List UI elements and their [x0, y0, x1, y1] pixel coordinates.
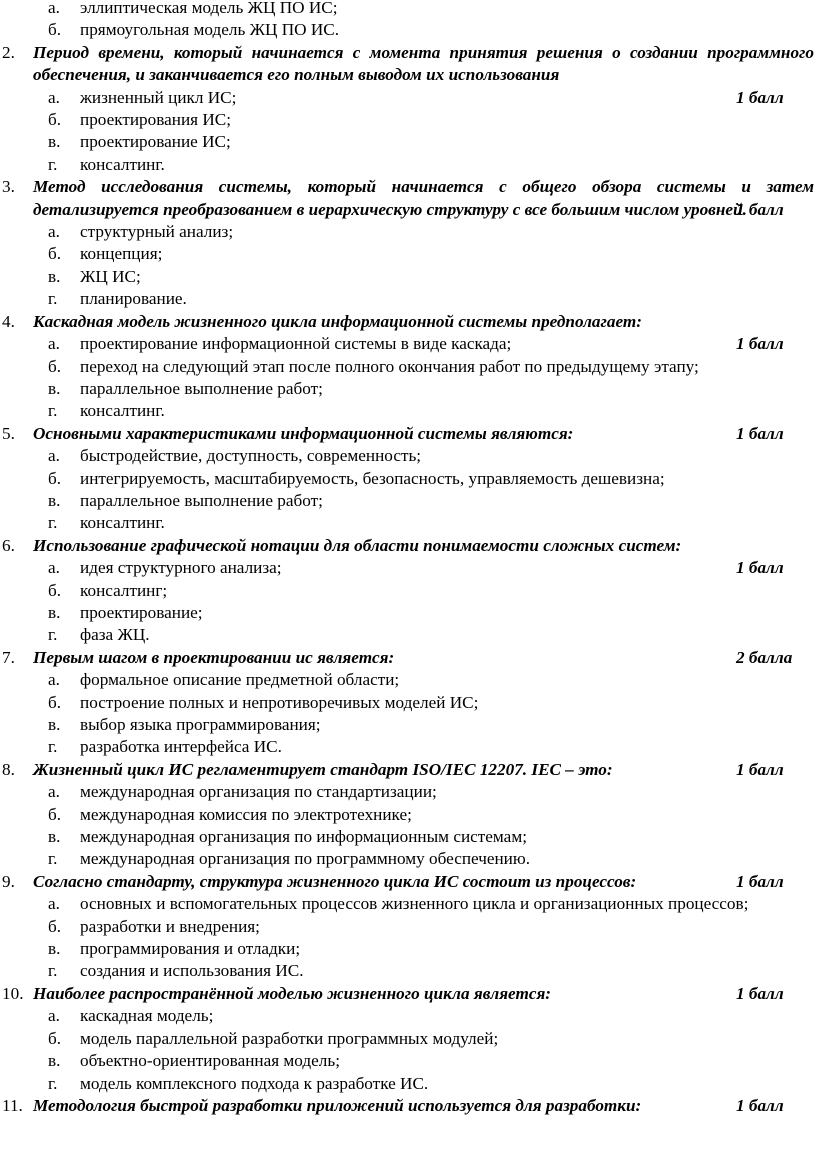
option-text: объектно-ориентированная модель;: [80, 1051, 340, 1071]
question-text: Первым шагом в проектировании ис является:: [33, 647, 395, 667]
question-block: [0, 311, 816, 423]
answer-option: [0, 221, 816, 243]
option-text: прямоугольная модель ЖЦ ПО ИС.: [80, 20, 340, 40]
answer-option: [0, 288, 816, 310]
answer-option: [0, 333, 816, 355]
answer-option: [0, 781, 816, 803]
answer-option: [0, 1028, 816, 1050]
question-number: 10.: [2, 983, 24, 1003]
answer-option: [0, 356, 816, 378]
option-letter: г.: [48, 625, 58, 645]
option-text: структурный анализ;: [80, 222, 234, 242]
answer-option: [0, 1050, 816, 1072]
question-number: 4.: [2, 311, 15, 331]
answer-option: [0, 669, 816, 691]
option-text: международная организация по стандартизации;: [80, 782, 437, 802]
option-letter: а.: [48, 670, 60, 690]
answer-option: [0, 826, 816, 848]
question-header: [0, 1095, 816, 1117]
question-text: Период времени, который начинается с момента принятия решения о создании программного обеспечения, и заканчивается его полным выводом их использования: [33, 42, 814, 85]
option-letter: в.: [48, 1051, 61, 1071]
option-letter: а.: [48, 558, 60, 578]
answer-option: [0, 557, 816, 579]
option-letter: г.: [48, 289, 58, 309]
question-number: 8.: [2, 759, 15, 779]
answer-option: [0, 109, 816, 131]
option-text: построение полных и непротиворечивых моделей ИС;: [80, 692, 479, 712]
option-text: проектирование ИС;: [80, 132, 231, 152]
answer-option: [0, 0, 816, 19]
option-text: параллельное выполнение работ;: [80, 378, 323, 398]
option-letter: в.: [48, 266, 61, 286]
option-text: разработка интерфейса ИС.: [80, 737, 282, 757]
question-header: [0, 311, 816, 333]
answer-option: [0, 490, 816, 512]
question-number: 6.: [2, 535, 15, 555]
question-text: Основными характеристиками информационной системы являются:: [33, 423, 574, 443]
option-text: модель комплексного подхода к разработке ИС.: [80, 1073, 429, 1093]
option-letter: г.: [48, 154, 58, 174]
answer-option: [0, 938, 816, 960]
answer-option: [0, 131, 816, 153]
question-header: [0, 647, 816, 669]
answer-option: [0, 243, 816, 265]
question-number: 7.: [2, 647, 15, 667]
question-block: [0, 647, 816, 759]
option-text: основных и вспомогательных процессов жизненного цикла и организационных процессов;: [80, 894, 749, 914]
option-text: жизненный цикл ИС;: [80, 87, 237, 107]
option-text: консалтинг.: [80, 401, 165, 421]
question-block: [0, 535, 816, 647]
option-letter: в.: [48, 939, 61, 959]
option-text: проектирования ИС;: [80, 110, 232, 130]
question-header: [0, 871, 816, 893]
option-letter: а.: [48, 782, 60, 802]
question-number: 3.: [2, 177, 15, 197]
question-score: 1 балл: [736, 87, 784, 107]
option-letter: б.: [48, 110, 62, 130]
option-text: фаза ЖЦ.: [80, 625, 150, 645]
option-text: идея структурного анализа;: [80, 558, 282, 578]
question-header: [0, 983, 816, 1005]
option-letter: б.: [48, 1028, 62, 1048]
option-letter: г.: [48, 401, 58, 421]
question-score: 1 балл: [736, 983, 784, 1003]
answer-option: [0, 960, 816, 982]
answer-option: [0, 154, 816, 176]
question-header: [0, 423, 816, 445]
option-letter: г.: [48, 961, 58, 981]
option-text: международная комиссия по электротехнике;: [80, 804, 412, 824]
option-letter: б.: [48, 356, 62, 376]
answer-option: [0, 602, 816, 624]
option-text: планирование.: [80, 289, 187, 309]
answer-option: [0, 445, 816, 467]
option-letter: г.: [48, 513, 58, 533]
answer-option: [0, 19, 816, 41]
question-header: [0, 759, 816, 781]
option-letter: г.: [48, 737, 58, 757]
question-number: 11.: [2, 1095, 23, 1115]
question-text: Наиболее распространённой моделью жизненного цикла является:: [33, 983, 552, 1003]
question-text: Метод исследования системы, который начинается с общего обзора системы и затем детализируется преобразованием в иерархическую структуру с все большим числом уровней.: [33, 177, 814, 219]
answer-option: [0, 1073, 816, 1095]
answer-option: [0, 512, 816, 534]
option-text: создания и использования ИС.: [80, 961, 304, 981]
option-text: модель параллельной разработки программных модулей;: [80, 1028, 499, 1048]
option-text: консалтинг.: [80, 513, 165, 533]
option-text: разработки и внедрения;: [80, 916, 260, 936]
option-text: международная организация по информационным системам;: [80, 827, 527, 847]
question-block: [0, 1095, 816, 1117]
option-letter: а.: [48, 87, 60, 107]
question-score: 1 балл: [736, 423, 784, 443]
question-score: 1 балл: [736, 199, 784, 219]
answer-option: [0, 916, 816, 938]
option-text: формальное описание предметной области;: [80, 670, 400, 690]
question-header: [0, 535, 816, 557]
question-number: 9.: [2, 871, 15, 891]
option-text: переход на следующий этап после полного окончания работ по предыдущему этапу;: [80, 356, 699, 376]
option-letter: г.: [48, 849, 58, 869]
question-text: Согласно стандарту, структура жизненного цикла ИС состоит из процессов:: [33, 871, 637, 891]
answer-option: [0, 736, 816, 758]
option-letter: а.: [48, 0, 60, 17]
question-score: 1 балл: [736, 871, 784, 891]
question-block: [0, 423, 816, 535]
question-block: [0, 176, 816, 310]
answer-option: [0, 624, 816, 646]
question-block: [0, 42, 816, 176]
question-header: [0, 176, 816, 221]
option-letter: а.: [48, 1006, 60, 1026]
option-text: ЖЦ ИС;: [80, 266, 141, 286]
question-score: 1 балл: [736, 558, 784, 578]
answer-option: [0, 400, 816, 422]
option-text: выбор языка программирования;: [80, 715, 321, 734]
option-letter: в.: [48, 490, 61, 510]
option-text: эллиптическая модель ЖЦ ПО ИС;: [80, 0, 338, 17]
option-text: концепция;: [80, 244, 163, 264]
answer-option: [0, 893, 816, 915]
answer-option: [0, 692, 816, 714]
answer-option: [0, 378, 816, 400]
option-text: каскадная модель;: [80, 1006, 214, 1026]
question-score: 1 балл: [736, 334, 784, 354]
question-text: Методология быстрой разработки приложений используется для разработки:: [33, 1095, 642, 1115]
option-letter: б.: [48, 916, 62, 936]
answer-option: [0, 804, 816, 826]
option-letter: б.: [48, 804, 62, 824]
option-text: параллельное выполнение работ;: [80, 490, 323, 510]
question-block: [0, 871, 816, 983]
question-block: [0, 759, 816, 871]
option-text: консалтинг.: [80, 154, 165, 174]
option-letter: б.: [48, 692, 62, 712]
option-text: международная организация по программному обеспечению.: [80, 849, 531, 869]
option-letter: б.: [48, 20, 62, 40]
answer-option: [0, 848, 816, 870]
option-letter: а.: [48, 446, 60, 466]
option-text: быстродействие, доступность, современность;: [80, 446, 422, 466]
question-number: 5.: [2, 423, 15, 443]
option-letter: а.: [48, 334, 60, 354]
answer-option: [0, 266, 816, 288]
option-letter: б.: [48, 244, 62, 264]
option-letter: в.: [48, 715, 61, 734]
option-text: консалтинг;: [80, 580, 168, 600]
option-text: интегрируемость, масштабируемость, безопасность, управляемость дешевизна;: [80, 468, 665, 488]
option-letter: в.: [48, 378, 61, 398]
question-text: Жизненный цикл ИС регламентирует стандарт ISO/IEC 12207. IEC – это:: [33, 759, 613, 779]
question-number: 2.: [2, 42, 15, 62]
question-score: 1 балл: [736, 759, 784, 779]
question-text: Каскадная модель жизненного цикла информационной системы предполагает:: [33, 311, 642, 331]
question-score: 2 балла: [736, 647, 793, 667]
answer-option: [0, 580, 816, 602]
option-text: проектирование;: [80, 602, 203, 622]
answer-option: [0, 87, 816, 109]
answer-option: [0, 1005, 816, 1027]
question-score: 1 балл: [736, 1095, 784, 1115]
option-letter: а.: [48, 222, 60, 242]
option-letter: а.: [48, 894, 60, 914]
question-block: [0, 983, 816, 1095]
question-header: [0, 42, 816, 87]
option-text: программирования и отладки;: [80, 939, 301, 959]
answer-option: [0, 714, 816, 736]
option-letter: в.: [48, 602, 61, 622]
option-letter: б.: [48, 468, 62, 488]
option-letter: г.: [48, 1073, 58, 1093]
option-letter: б.: [48, 580, 62, 600]
question-text: Использование графической нотации для области понимаемости сложных систем:: [33, 535, 682, 555]
option-text: проектирование информационной системы в виде каскада;: [80, 334, 512, 354]
option-letter: в.: [48, 827, 61, 847]
option-letter: в.: [48, 132, 61, 152]
answer-option: [0, 468, 816, 490]
